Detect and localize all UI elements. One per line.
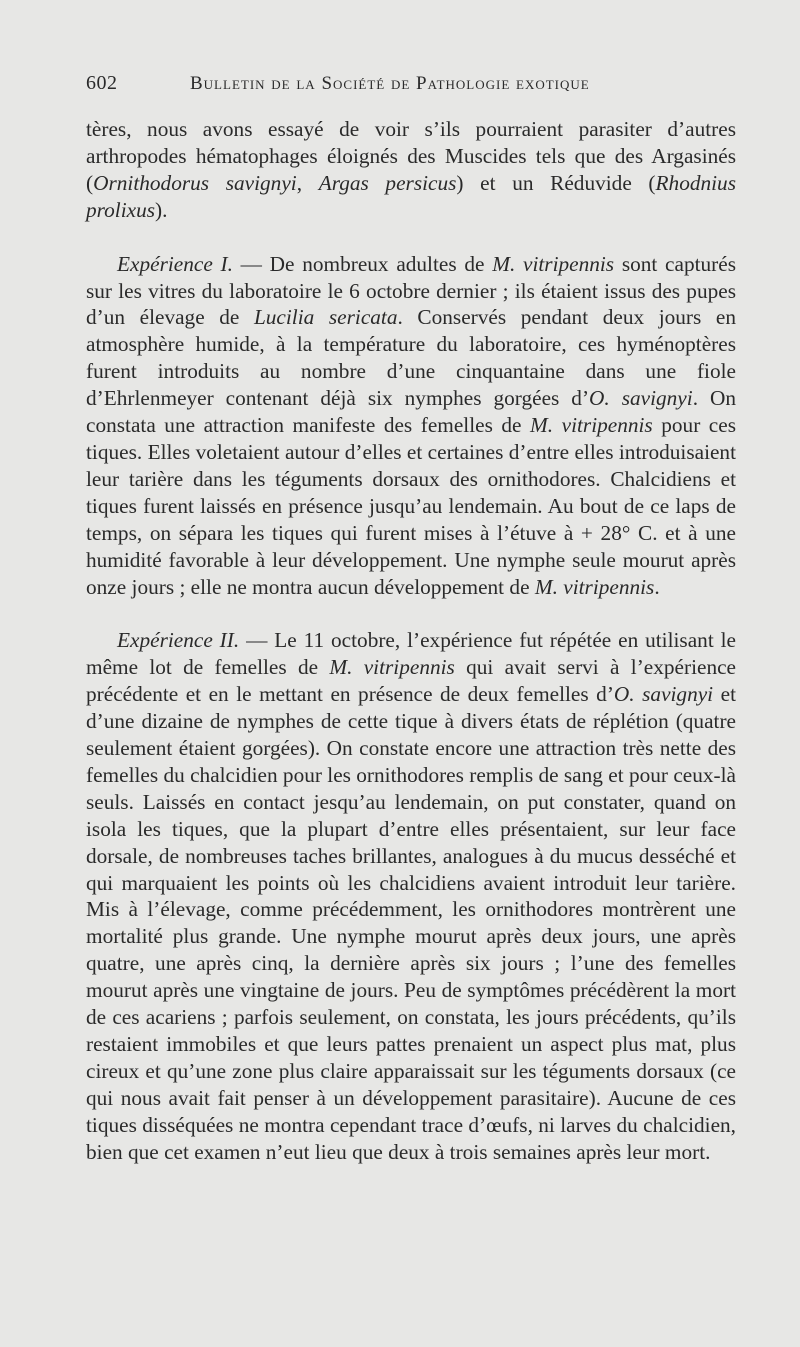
italic-text-segment: Ornithodorus savignyi	[93, 170, 297, 195]
italic-text-segment: O. savignyi	[613, 682, 714, 707]
text-segment: . Conservés pendant deux jours en atmosphère humide, à la température du laboratoire, ces hyménoptères furent introduits au nombre d’une cinquantaine dans une fiole d’Ehrlenmeyer contenant déjà six nymphes gorgées d’	[86, 305, 736, 411]
text-segment: tères, nous avons essayé de voir s’ils pourraient parasiter d’autres arthropodes hématophages éloignés des Muscides tels que des Argasinés (	[86, 117, 736, 195]
text-segment: et d’une dizaine de nymphes de cette tique à divers états de réplétion (quatre seulement étaient gorgées). On constate encore une attraction très nette des femelles du chalcidien pour les ornithodores remplis de sang et pour ceux-là seuls. Laissés en contact jesqu’au lendemain, on put constater, quand on isola les tiques, que la plupart d’entre elles présentaient, sur leur face dorsale, de nombreuses taches brillantes, analogues à du mucus desséché et qui marquaient les points où les chalcidiens avaient introduit leur tarière. Mis à l’élevage, comme précédemment, les ornithodores montrèrent une mortalité plus grande. Une nymphe mourut après deux jours, une après quatre, une après cinq, la dernière après six jours ; l’une des femelles mourut après une vingtaine de jours. Peu de symptômes précédèrent la mort de ces acariens ; parfois seulement, on constata, les jours précédents, qu’ils restaient immobiles et que leurs pattes prenaient un aspect plus mat, plus cireux et qu’une zone plus claire apparaissait sur les téguments dorsaux (ce qui nous avait fait penser à un développement parasitaire). Aucune de ces tiques disséquées ne montra cependant trace d’œufs, ni larves du chalcidien, bien que cet examen n’eut lieu que deux à trois semaines après leur mort.	[86, 682, 736, 1164]
italic-text-segment: Argas persicus	[318, 170, 457, 195]
italic-text-segment: M. vitripennis	[534, 574, 655, 599]
journal-title: Bulletin de la Société de Pathologie exotique	[190, 73, 590, 94]
italic-text-segment: Rhodnius prolixus	[86, 170, 736, 222]
italic-text-segment: Lucilia sericata	[253, 305, 398, 330]
text-segment: — Le 11 octobre, l’expérience fut répétée en utilisant le même lot de femelles de	[86, 628, 737, 680]
text-segment: .	[654, 574, 660, 599]
italic-text-segment: M. vitripennis	[329, 655, 455, 680]
italic-text-segment: Expérience II.	[117, 628, 240, 653]
text-segment: ,	[296, 170, 319, 195]
text-segment: ) et un Réduvide (	[456, 170, 656, 195]
text-segment: . On constata une attraction manifeste des femelles de	[86, 386, 736, 438]
text-segment: — De nombreux adultes de	[232, 251, 493, 276]
page-number: 602	[86, 72, 118, 94]
italic-text-segment: O. savignyi	[589, 386, 693, 411]
text-segment: pour ces tiques. Elles voletaient autour d’elles et certaines d’entre elles introduisaient leur tarière dans les téguments dorsaux des ornithodores. Chalcidiens et tiques furent laissés en présence jusqu’au lendemain. Au bout de ce laps de temps, on sépara les tiques qui furent mises à l’étuve à + 28° C. et à une humidité favorable à leur développement. Une nymphe seule mourut après onze jours ; elle ne montra aucun développement de	[86, 413, 736, 599]
paragraph-experience-2	[86, 627, 736, 1165]
paragraph-continuation	[86, 116, 736, 224]
running-head	[86, 72, 736, 112]
body-text	[86, 116, 736, 1166]
text-segment: ).	[155, 197, 168, 222]
italic-text-segment: Expérience I.	[117, 251, 233, 276]
italic-text-segment: M. vitripennis	[530, 413, 653, 438]
italic-text-segment: M. vitripennis	[492, 251, 615, 276]
paragraph-experience-1	[86, 251, 736, 601]
text-segment: qui avait servi à l’expérience précédente et en le mettant en présence de deux femelles d’	[86, 655, 736, 707]
text-segment: sont capturés sur les vitres du laboratoire le 6 octobre dernier ; ils étaient issus des pupes d’un élevage de	[86, 251, 737, 330]
